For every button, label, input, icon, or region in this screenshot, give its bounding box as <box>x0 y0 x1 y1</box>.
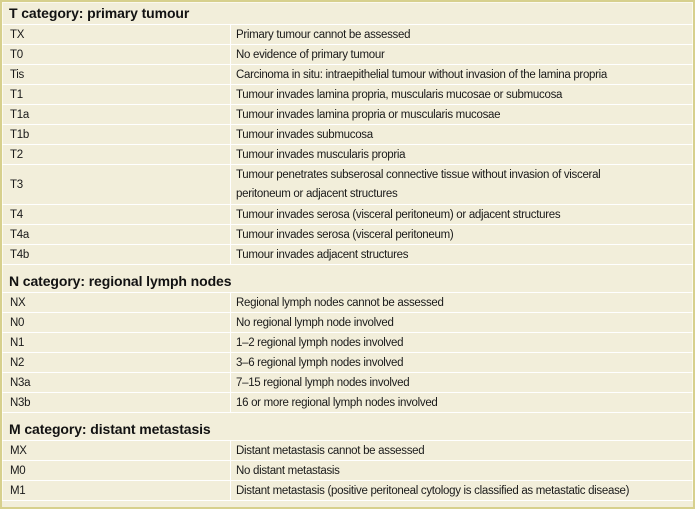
category-code: T4a <box>10 228 29 241</box>
category-description: Tumour invades submucosa <box>236 128 373 141</box>
description-cell <box>231 105 693 124</box>
code-cell <box>2 293 231 312</box>
table-row <box>2 85 693 105</box>
category-code: N3a <box>10 376 31 389</box>
description-cell <box>231 45 693 64</box>
category-description: Tumour invades adjacent structures <box>236 248 409 261</box>
category-description: Tumour invades serosa (visceral peritoneum) or adjacent structures <box>236 208 561 221</box>
category-code: T4 <box>10 208 23 221</box>
table-row <box>2 461 693 481</box>
table-row <box>2 333 693 353</box>
table-row <box>2 45 693 65</box>
description-cell <box>231 165 693 204</box>
description-cell <box>231 441 693 460</box>
category-description: Distant metastasis (positive peritoneal cytology is classified as metastatic disease) <box>236 484 630 497</box>
description-cell <box>231 145 693 164</box>
category-description: Regional lymph nodes cannot be assessed <box>236 296 444 309</box>
category-description: Tumour invades muscularis propria <box>236 148 406 161</box>
description-cell <box>231 225 693 244</box>
table-row <box>2 373 693 393</box>
description-cell <box>231 293 693 312</box>
table-row <box>2 245 693 265</box>
table-row <box>2 205 693 225</box>
category-code: T0 <box>10 48 23 61</box>
table-row <box>2 313 693 333</box>
description-cell <box>231 25 693 44</box>
code-cell <box>2 353 231 372</box>
description-cell <box>231 353 693 372</box>
table-row <box>2 353 693 373</box>
category-description: Distant metastasis cannot be assessed <box>236 444 425 457</box>
category-description: Tumour invades serosa (visceral peritoneum) <box>236 228 454 241</box>
category-code: T1b <box>10 128 29 141</box>
category-description: Tumour invades lamina propria or muscularis mucosae <box>236 108 501 121</box>
category-code: M1 <box>10 484 26 497</box>
category-code: T4b <box>10 248 29 261</box>
code-cell <box>2 225 231 244</box>
category-code: T1 <box>10 88 23 101</box>
category-code: TX <box>10 28 25 41</box>
category-code: T3 <box>10 178 23 191</box>
code-cell <box>2 313 231 332</box>
category-code: MX <box>10 444 27 457</box>
category-code: NX <box>10 296 26 309</box>
code-cell <box>2 481 231 500</box>
code-cell <box>2 461 231 480</box>
description-cell <box>231 85 693 104</box>
code-cell <box>2 145 231 164</box>
category-code: M0 <box>10 464 26 477</box>
description-cell <box>231 373 693 392</box>
category-code: T1a <box>10 108 29 121</box>
category-description: 3–6 regional lymph nodes involved <box>236 356 404 369</box>
code-cell <box>2 393 231 412</box>
category-code: T2 <box>10 148 23 161</box>
description-cell <box>231 205 693 224</box>
table-row <box>2 393 693 413</box>
description-cell <box>231 125 693 144</box>
category-description: Carcinoma in situ: intraepithelial tumour without invasion of the lamina propria <box>236 68 608 81</box>
category-description: 1–2 regional lymph nodes involved <box>236 336 404 349</box>
table-row <box>2 145 693 165</box>
section-header-row: M category: distant metastasis <box>2 413 693 441</box>
code-cell <box>2 165 231 204</box>
table-rows-container <box>2 2 693 507</box>
code-cell <box>2 45 231 64</box>
category-code: Tis <box>10 68 25 81</box>
description-cell <box>231 245 693 264</box>
description-cell <box>231 313 693 332</box>
table-row <box>2 125 693 145</box>
category-description: 7–15 regional lymph nodes involved <box>236 376 410 389</box>
description-cell <box>231 481 693 500</box>
category-code: N0 <box>10 316 25 329</box>
category-code: N2 <box>10 356 25 369</box>
category-code: N3b <box>10 396 31 409</box>
category-description: Primary tumour cannot be assessed <box>236 28 411 41</box>
description-cell <box>231 393 693 412</box>
code-cell <box>2 65 231 84</box>
section-header-row: N category: regional lymph nodes <box>2 265 693 293</box>
code-cell <box>2 125 231 144</box>
category-description: No regional lymph node involved <box>236 316 394 329</box>
code-cell <box>2 441 231 460</box>
code-cell <box>2 333 231 352</box>
code-cell <box>2 373 231 392</box>
category-description: 16 or more regional lymph nodes involved <box>236 396 438 409</box>
code-cell <box>2 105 231 124</box>
table-row <box>2 225 693 245</box>
table-row <box>2 481 693 501</box>
table-row <box>2 65 693 85</box>
category-code: N1 <box>10 336 25 349</box>
table-row <box>2 293 693 313</box>
category-description: No distant metastasis <box>236 464 340 477</box>
code-cell <box>2 245 231 264</box>
category-description: Tumour invades lamina propria, muscularis mucosae or submucosa <box>236 88 563 101</box>
code-cell <box>2 85 231 104</box>
table-row <box>2 165 693 205</box>
table-row <box>2 441 693 461</box>
description-cell <box>231 333 693 352</box>
description-cell <box>231 65 693 84</box>
table-row <box>2 25 693 45</box>
code-cell <box>2 25 231 44</box>
code-cell <box>2 205 231 224</box>
bottom-filler <box>2 501 693 507</box>
description-cell <box>231 461 693 480</box>
category-description: No evidence of primary tumour <box>236 48 385 61</box>
section-header-row: T category: primary tumour <box>2 2 693 25</box>
category-description: Tumour penetrates subserosal connective tissue without invasion of visceral peritoneum or adjacent structures <box>236 168 601 200</box>
table-row <box>2 105 693 125</box>
